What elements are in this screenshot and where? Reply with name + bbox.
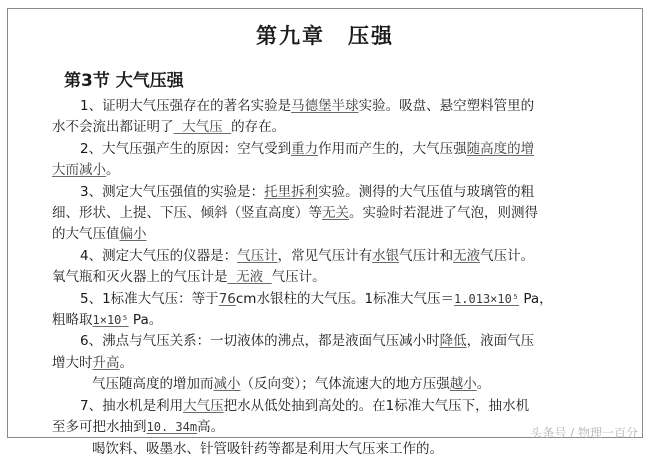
item-1-line-1 [52,96,622,117]
item-3-line-2 [52,203,622,224]
item-6-line-2 [52,353,622,374]
text: ，液面气压 [466,333,535,350]
text: 实验。吸盘、悬空塑料管里的 [358,98,535,114]
text: Pa， [519,290,553,307]
answer-blank: 随高度的增 [466,140,535,157]
text: 实验。测得的大气压值与玻璃管的粗 [318,183,535,200]
answer-blank: 76 [218,290,236,307]
item-6-line-1 [52,331,622,352]
text: ，常见气压计有 [277,247,373,264]
item-2-line-2 [52,160,622,181]
answer-blank: 重力 [291,140,319,157]
text: 气压随高度的增加而 [92,376,214,393]
chapter-title: 第九章 压强 [256,24,394,48]
text: 4、测定大气压的仪器是： [80,247,238,264]
answer-blank: 无液 [453,247,481,264]
text: 气压计。 [480,247,535,264]
text: 。 [106,162,120,179]
item-3-line-1 [52,182,622,203]
text: 2、大气压强产生的原因：空气受到 [80,140,292,157]
text: 细、形状、上提、下压、倾斜（竖直高度）等 [52,205,322,222]
text: cm水银柱的大气压。1标准大气压＝ [235,290,455,307]
text: 。实验时若混进了气泡，则测得 [349,205,538,222]
item-3-line-3 [52,224,622,245]
answer-blank: 大气压 [173,119,232,136]
text: Pa。 [128,312,163,329]
answer-blank: 降低 [439,333,467,350]
text: 把水从低处抽到高处的。在1标准大气压下，抽水机 [223,397,530,414]
answer-blank: 托里拆利 [264,183,319,200]
text: （反向变）；气体流速大的地方压强 [240,376,450,393]
text: 3、测定大气压强值的实验是： [80,183,265,200]
text: 的存在。 [231,119,286,136]
text: 高。 [197,419,225,436]
text: 7、抽水机是利用 [80,397,184,414]
answer-blank: 偏小 [119,226,147,243]
answer-blank: 1×10⁵ [92,313,129,328]
item-7-line-3 [52,439,622,460]
text: 水不会流出都证明了 [52,119,174,136]
answer-blank: 无液 [227,269,272,286]
answer-blank: 1.013×10⁵ [454,291,520,306]
text: 氧气瓶和灭火器上的气压计是 [52,269,228,286]
text: 粗略取 [52,312,93,329]
item-5-line-1 [52,289,622,310]
item-1-line-2 [52,117,622,138]
answer-blank: 升高 [92,354,120,371]
text: 作用而产生的，大气压强 [318,140,467,157]
text: 5、1标准大气压：等于 [80,290,219,307]
text: 的大气压值 [52,226,120,243]
item-5-line-2 [52,310,622,331]
text: 。 [119,354,133,371]
item-4-line-1 [52,246,622,267]
item-6-line-3 [52,374,622,395]
answer-blank: 减小 [213,376,241,393]
answer-blank: 大气压 [183,397,224,414]
answer-blank: 气压计 [237,247,278,264]
notes-body [52,96,622,460]
text: 6、沸点与气压关系：一切液体的沸点，都是液面气压减小时 [80,333,440,350]
text: 。 [476,376,491,393]
text: 1、证明大气压强存在的著名实验是 [80,98,292,114]
section-title: 第3节 大气压强 [64,71,184,91]
answer-blank: 无关 [322,205,349,222]
source-watermark: 头条号 / 物理一百分 [530,426,638,440]
item-2-line-1 [52,139,622,160]
answer-blank: 越小 [449,376,477,393]
answer-blank: 大而减小 [52,162,106,179]
text: 气压计和 [399,247,454,264]
text: 喝饮料、吸墨水、针管吸针药等都是利用大气压来工作的。 [92,440,443,457]
text: 气压计。 [271,269,326,286]
answer-blank: 水银 [372,247,400,264]
answer-blank: 10. 34m [146,420,198,435]
item-4-line-2 [52,267,622,288]
text: 至多可把水抽到 [52,419,147,436]
answer-blank: 马德堡半球 [291,98,359,114]
item-7-line-1 [52,396,622,417]
text: 增大时 [52,354,93,371]
